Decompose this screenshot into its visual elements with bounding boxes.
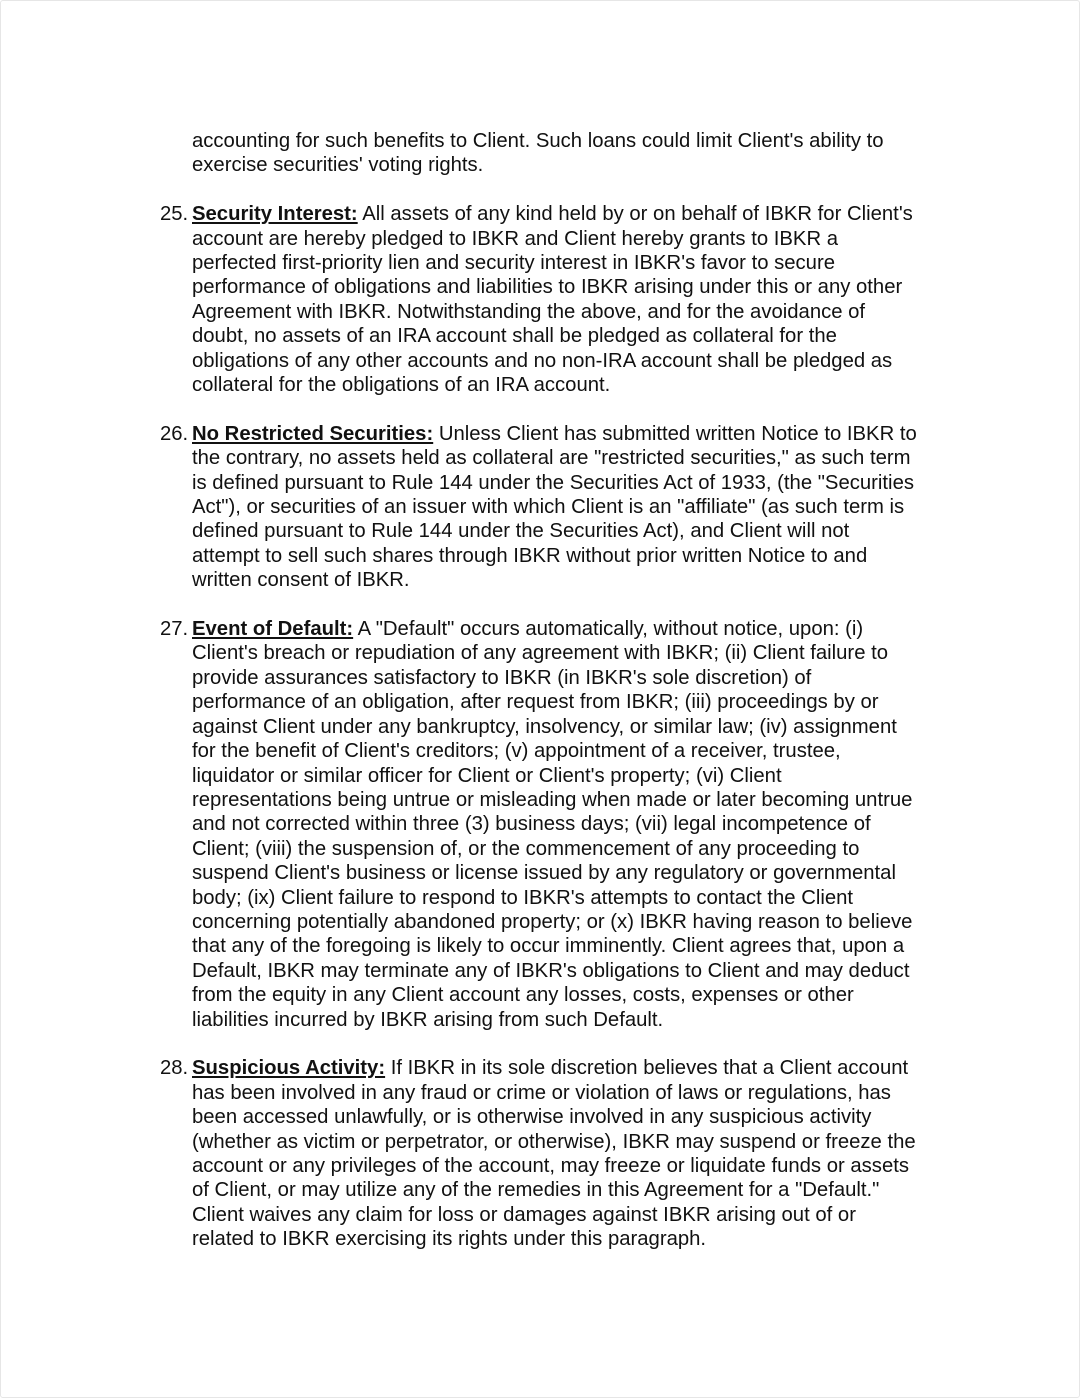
section-27-event-of-default: [160, 617, 957, 1032]
section-number: 27.: [160, 618, 189, 641]
intro-paragraph: accounting for such benefits to Client. Such loans could limit Client's ability to exercise securities' voting rights.: [192, 130, 884, 177]
section-body: All assets of any kind held by or on behalf of IBKR for Client's account are hereby pledged to IBKR and Client hereby grants to IBKR a perfected first-priority lien and security interest in IBKR's favor to secure performance of obligations and liabilities to IBKR arising under this or any other Agreement with IBKR. Notwithstanding the above, and for the avoidance of doubt, no assets of an IRA account shall be pledged as collateral for the obligations of any other accounts and no non-IRA account shall be pledged as collateral for the obligations of an IRA account.: [192, 203, 913, 397]
section-body: A "Default" occurs automatically, without notice, upon: (i) Client's breach or repudiation of any agreement with IBKR; (ii) Client failure to provide assurances satisfactory to IBKR (in IBKR's sole discretion) of performance of an obligation, after request from IBKR; (iii) proceedings by or against Client under any bankruptcy, insolvency, or similar law; (iv) assignment for the benefit of Client's creditors; (v) appointment of a receiver, trustee, liquidator or similar officer for Client or Client's property; (vi) Client representations being untrue or misleading when made or later becoming untrue and not corrected within three (3) business days; (vii) legal incompetence of Client; (viii) the suspension of, or the commencement of any proceeding to suspend Client's business or license issued by any regulatory or governmental body; (ix) Client failure to respond to IBKR's attempts to contact the Client concerning potentially abandoned property; or (x) IBKR having reason to believe that any of the foregoing is likely to occur imminently. Client agrees that, upon a Default, IBKR may terminate any of IBKR's obligations to Client and may deduct from the equity in any Client account any losses, costs, expenses or other liabilities incurred by IBKR arising from such Default.: [192, 618, 913, 1031]
section-26-no-restricted-securities: [160, 422, 957, 593]
section-heading: No Restricted Securities:: [192, 422, 434, 445]
section-text: [192, 202, 957, 397]
section-25-security-interest: [160, 202, 957, 397]
section-body: Unless Client has submitted written Notice to IBKR to the contrary, no assets held as collateral are "restricted securities," as such term is defined pursuant to Rule 144 under the Securities Act of 1933, (the "Securities Act"), or securities of an issuer with which Client is an "affiliate" (as such term is defined pursuant to Rule 144 under the Securities Act), and Client will not attempt to sell such shares through IBKR without prior written Notice to and written consent of IBKR.: [192, 422, 917, 592]
section-number: 26.: [160, 422, 189, 445]
document-body: [160, 129, 957, 1252]
section-28-suspicious-activity: [160, 1056, 957, 1251]
section-number: 28.: [160, 1057, 189, 1080]
section-heading: Security Interest:: [192, 203, 358, 226]
section-heading: Suspicious Activity:: [192, 1057, 386, 1080]
section-number: 25.: [160, 203, 189, 226]
section-body: If IBKR in its sole discretion believes that a Client account has been involved in any fraud or crime or violation of laws or regulations, has been accessed unlawfully, or is otherwise involved in any suspicious activity (whether as victim or perpetrator, or otherwise), IBKR may suspend or freeze the account or any privileges of the account, may freeze or liquidate funds or assets of Client, or may utilize any of the remedies in this Agreement for a "Default." Client waives any claim for loss or damages against IBKR arising out of or related to IBKR exercising its rights under this paragraph.: [192, 1057, 916, 1251]
section-heading: Event of Default:: [192, 618, 354, 641]
section-text: [192, 422, 957, 593]
section-text: [192, 1056, 957, 1251]
section-text: [192, 617, 957, 1032]
